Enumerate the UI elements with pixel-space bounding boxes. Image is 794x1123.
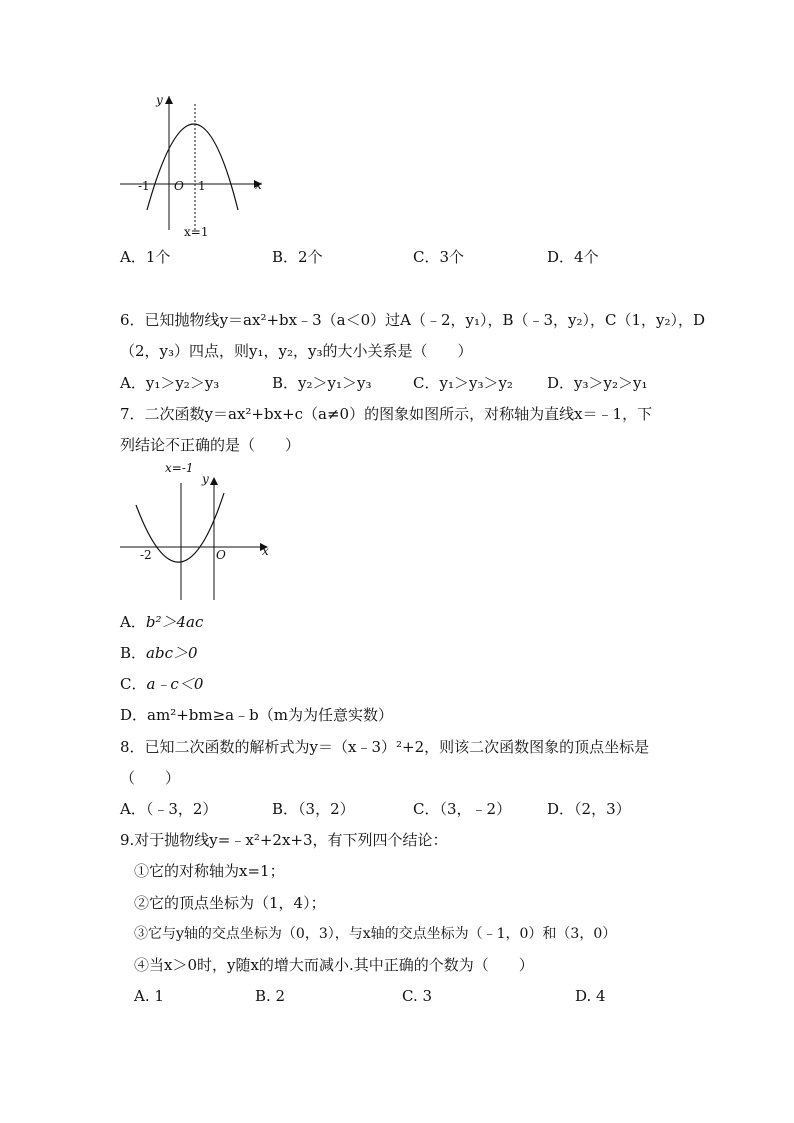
q9-option-a: A. 1 — [134, 987, 164, 1005]
q7-option-b: B．abc＞0 — [120, 644, 198, 662]
q9-statement-3: ③它与y轴的交点坐标为（0，3），与x轴的交点坐标为（﹣1，0）和（3，0） — [134, 926, 617, 942]
q7-y-label: y — [202, 472, 209, 486]
q7-x-label: x — [262, 544, 269, 558]
q5-parabola — [147, 124, 238, 210]
q6-number: 6． — [120, 311, 145, 329]
q7-line1: 7．二次函数y＝ax²+bx+c（a≠0）的图象如图所示，对称轴为直线x＝﹣1，下 — [120, 405, 653, 423]
q9-option-c: C. 3 — [402, 987, 433, 1005]
q6-option-b: B．y₂＞y₁＞y₃ — [272, 374, 372, 392]
q5-option-b: B．2个 — [272, 248, 323, 266]
q5-y-label: y — [156, 93, 163, 107]
q7-tick: -2 — [140, 548, 152, 562]
q6-option-c: C．y₁＞y₃＞y₂ — [413, 374, 513, 392]
q9-option-d: D. 4 — [575, 987, 606, 1005]
q6-line2: （2，y₃）四点，则y₁，y₂，y₃的大小关系是（ ） — [120, 342, 473, 360]
q6-option-a: A．y₁＞y₂＞y₃ — [120, 374, 220, 392]
q5-y-arrow — [165, 96, 173, 104]
q9-statement-2: ②它的顶点坐标为（1，4）； — [134, 894, 326, 912]
q7-option-c: C．a﹣c＜0 — [120, 675, 204, 693]
q6-line1 — [120, 310, 705, 330]
q8-option-c: C．（3，﹣2） — [413, 800, 512, 818]
q7-axis-label: x=-1 — [165, 461, 194, 475]
q8-line2: （ ） — [120, 769, 181, 787]
q6-equation: y＝ax²+bx﹣3（a＜0）过A（﹣2，y₁），B（﹣3，y₂），C（1，y₂），D — [219, 311, 706, 329]
q8-option-b: B．（3，2） — [272, 800, 355, 818]
q5-option-d: D．4个 — [547, 248, 599, 266]
q5-option-c: C．3个 — [413, 248, 465, 266]
q9-option-b: B. 2 — [255, 987, 286, 1005]
q6-option-d: D．y₃＞y₂＞y₁ — [547, 374, 648, 392]
q7-line2: 列结论不正确的是（ ） — [120, 436, 301, 454]
q7-y-arrow — [210, 477, 218, 485]
q5-tick-pos: 1 — [198, 179, 206, 193]
q5-option-a: A．1个 — [120, 248, 171, 266]
q5-x-label: x — [255, 178, 262, 192]
q8-option-d: D．（2，3） — [547, 800, 631, 818]
q8-option-a: A．（﹣3，2） — [120, 800, 218, 818]
q6-text1: 已知抛物线 — [144, 311, 220, 329]
q8-line1: 8．已知二次函数的解析式为y＝（x﹣3）²+2，则该二次函数图象的顶点坐标是 — [120, 738, 650, 756]
q7-origin: O — [216, 548, 226, 562]
q5-graph — [0, 0, 794, 260]
q7-option-a: A．b²＞4ac — [120, 613, 204, 631]
q5-origin: O — [174, 179, 184, 193]
q9-line1: 9.对于抛物线y=﹣x²+2x+3，有下列四个结论： — [120, 831, 448, 849]
q7-option-d: D．am²+bm≥a﹣b（m为为任意实数） — [120, 706, 393, 724]
q5-axis-label: x=1 — [184, 225, 209, 239]
q9-statement-1: ①它的对称轴为x=1； — [134, 862, 285, 880]
q5-tick-neg: -1 — [138, 179, 150, 193]
q9-statement-4: ④当x＞0时，y随x的增大而减小.其中正确的个数为（ ） — [134, 956, 534, 974]
